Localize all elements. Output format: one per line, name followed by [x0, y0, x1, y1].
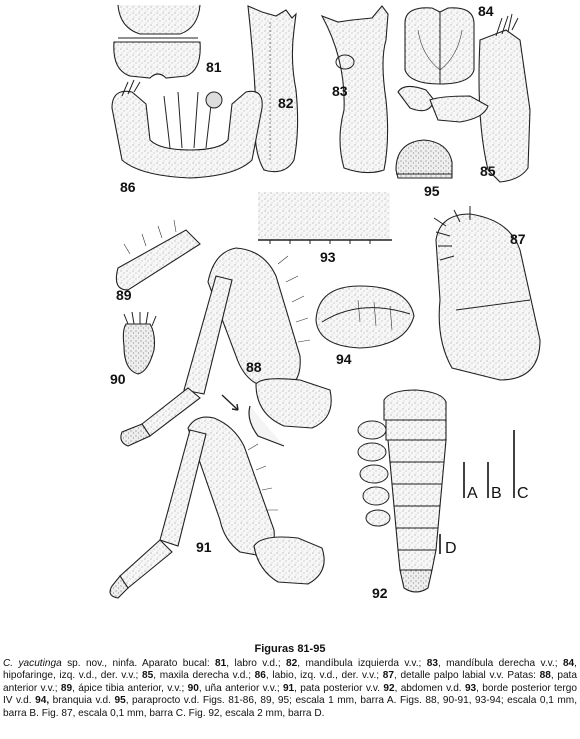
- fig-label-91: 91: [196, 539, 212, 555]
- drawing-91-posterior-leg: [110, 417, 324, 598]
- fig-label-95: 95: [424, 183, 440, 199]
- drawing-90-claw: [123, 312, 156, 374]
- fig-label-90: 90: [110, 371, 126, 387]
- fig-label-88: 88: [246, 359, 262, 375]
- fig-label-82: 82: [278, 95, 294, 111]
- drawing-86-labium: [112, 80, 262, 178]
- drawing-84-hypopharynx: [405, 8, 474, 84]
- caption-title: Figuras 81-95: [254, 643, 326, 655]
- drawing-92-abdomen: [358, 390, 446, 592]
- drawing-89-tibia-apex: [116, 220, 200, 290]
- fig-label-83: 83: [332, 83, 348, 99]
- fig-label-89: 89: [116, 287, 132, 303]
- drawing-81-labrum: [114, 5, 200, 78]
- figure-caption: C. yacutinga sp. nov., ninfa. Aparato bucal: 81, labro v.d.; 82, mandíbula izquierda v.v.; 83, mandíbula derecha v.v.; 84, hipofaringe, izq. v.d., der. v.v.; 85, maxila derecha v.d.; 86, labio, izq. v.d., der. v.v.; 87, detalle palpo labial v.v. Patas: 88, pata anterior v.v.; 89, ápice tibia anterior, v.v.; 90, uña anterior v.v.; 91, pata posterior v.v. 92, abdomen v.d. 93, borde posterior tergo IV v.d. 94, branquia v.d. 95, paraprocto v.d. Figs. 81-86, 89, 95; escala 1 mm, barra A. Figs. 88, 90-91, 93-94; escala 0,1 mm, barra B. Fig. 87, escala 0,1 mm, barra C. Fig. 92, escala 2 mm, barra D.: [3, 658, 578, 719]
- fig-label-84: 84: [478, 3, 494, 19]
- species-name: C. yacutinga: [3, 658, 62, 669]
- drawing-82-left-mandible: [248, 6, 298, 172]
- fig-label-87: 87: [510, 231, 526, 247]
- fig-label-92: 92: [372, 585, 388, 601]
- fig-label-94: 94: [336, 351, 352, 367]
- scale-bar-label-d: D: [445, 540, 457, 557]
- drawing-95-paraproct: [396, 140, 452, 178]
- fig-label-85: 85: [480, 163, 496, 179]
- drawing-93-tergum-border: [258, 192, 392, 244]
- scale-bar-label-b: B: [491, 485, 502, 502]
- fig-label-86: 86: [120, 179, 136, 195]
- scale-bar-label-a: A: [467, 485, 478, 502]
- drawing-94-gill: [316, 286, 414, 348]
- scale-bar-label-c: C: [517, 485, 529, 502]
- fig-label-81: 81: [206, 59, 222, 75]
- fig-label-93: 93: [320, 249, 336, 265]
